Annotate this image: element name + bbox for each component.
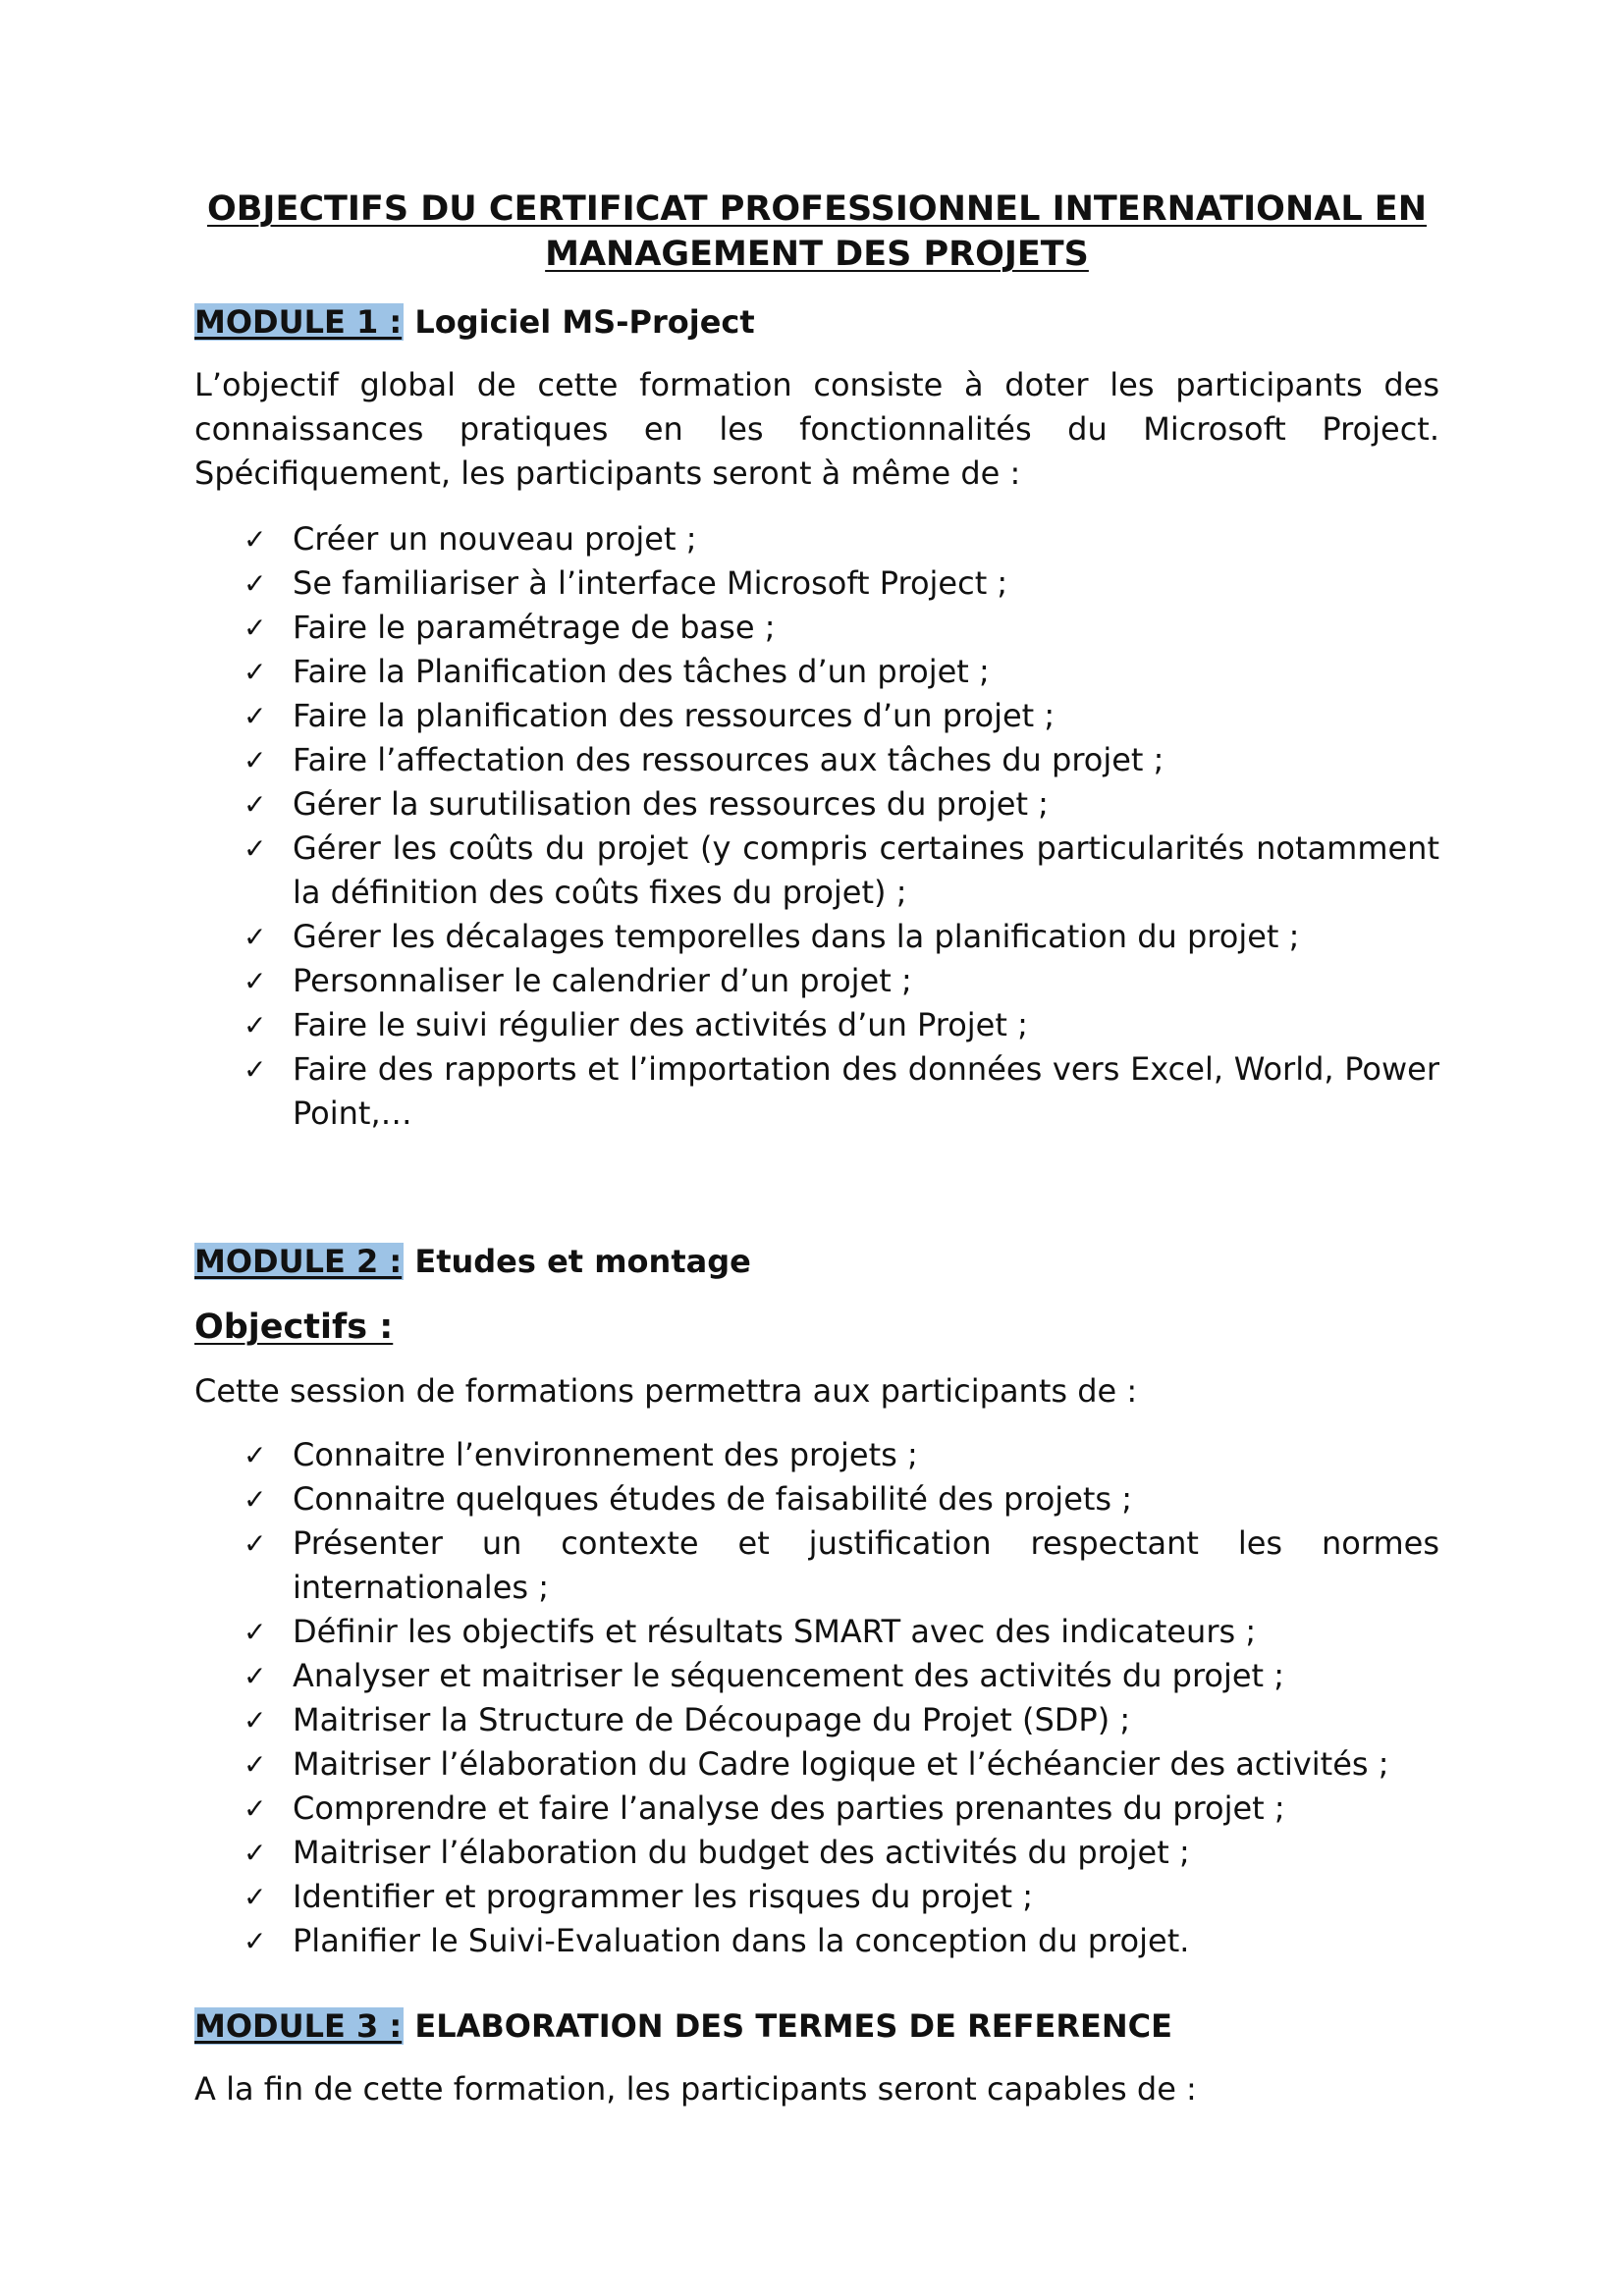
module-3-intro: A la fin de cette formation, les participants seront capables de : (194, 2070, 1197, 2108)
module-1-section (194, 300, 1439, 1136)
list-item: ✓ Créer un nouveau projet ; (194, 517, 1439, 561)
document-page (194, 187, 1439, 2111)
check-icon: ✓ (244, 1748, 267, 1781)
check-icon: ✓ (244, 744, 267, 776)
check-icon: ✓ (244, 1616, 267, 1648)
check-icon: ✓ (244, 1925, 267, 1957)
objectifs-heading: Objectifs : (194, 1308, 394, 1347)
list-item: ✓ Gérer la surutilisation des ressources du projet ; (194, 782, 1439, 827)
check-icon: ✓ (244, 1009, 267, 1041)
module-1-name: Logiciel MS-Project (414, 303, 755, 341)
module-1-heading (194, 300, 1439, 344)
list-item: ✓ Planifier le Suivi-Evaluation dans la conception du projet. (194, 1919, 1439, 1963)
check-icon: ✓ (244, 1439, 267, 1471)
list-item: ✓ Définir les objectifs et résultats SMART avec des indicateurs ; (194, 1610, 1439, 1654)
module-3-name: ELABORATION DES TERMES DE REFERENCE (414, 2007, 1172, 2045)
check-icon: ✓ (244, 1660, 267, 1692)
list-item: ✓ Faire le suivi régulier des activités d’un Projet ; (194, 1003, 1439, 1047)
module-3-section (194, 2004, 1439, 2111)
check-icon: ✓ (244, 1053, 267, 1086)
module-3-tag: MODULE 3 : (194, 2007, 403, 2045)
module-2-intro: Cette session de formations permettra aux participants de : (194, 1372, 1138, 1410)
module-2-section (194, 1240, 1439, 1963)
list-item: ✓ Comprendre et faire l’analyse des parties prenantes du projet ; (194, 1787, 1439, 1831)
module-2-tag: MODULE 2 : (194, 1243, 403, 1280)
module-1-intro: L’objectif global de cette formation consiste à doter les participants des connaissances pratiques en les fonctionnalités du Microsoft Project. Spécifiquement, les participants seront à même de : (194, 366, 1439, 492)
list-item: ✓ Faire l’affectation des ressources aux tâches du projet ; (194, 738, 1439, 782)
check-icon: ✓ (244, 1527, 267, 1560)
list-item: ✓ Faire la Planification des tâches d’un projet ; (194, 650, 1439, 694)
list-item: ✓ Maitriser la Structure de Découpage du Projet (SDP) ; (194, 1698, 1439, 1742)
list-item: ✓ Faire le paramétrage de base ; (194, 606, 1439, 650)
list-item: ✓ Maitriser l’élaboration du budget des activités du projet ; (194, 1831, 1439, 1875)
check-icon: ✓ (244, 965, 267, 997)
check-icon: ✓ (244, 788, 267, 821)
module-1-checklist (194, 517, 1439, 1136)
title-line-1: OBJECTIFS DU CERTIFICAT PROFESSIONNEL INTERNATIONAL EN (206, 189, 1428, 229)
list-item: ✓ Identifier et programmer les risques du projet ; (194, 1875, 1439, 1919)
title-line-2: MANAGEMENT DES PROJETS (545, 235, 1089, 274)
list-item: ✓ Gérer les coûts du projet (y compris certaines particularités notamment la définition des coûts fixes du projet) ; (194, 827, 1439, 915)
check-icon: ✓ (244, 1837, 267, 1869)
check-icon: ✓ (244, 567, 267, 600)
list-item: ✓ Personnaliser le calendrier d’un projet ; (194, 959, 1439, 1003)
check-icon: ✓ (244, 612, 267, 644)
list-item: ✓ Analyser et maitriser le séquencement des activités du projet ; (194, 1654, 1439, 1698)
list-item: ✓ Faire la planification des ressources d’un projet ; (194, 694, 1439, 738)
check-icon: ✓ (244, 523, 267, 556)
check-icon: ✓ (244, 656, 267, 688)
list-item: ✓ Connaitre l’environnement des projets ; (194, 1433, 1439, 1477)
list-item: ✓ Présenter un contexte et justification respectant les normes internationales ; (194, 1522, 1439, 1610)
list-item: ✓ Maitriser l’élaboration du Cadre logique et l’échéancier des activités ; (194, 1742, 1439, 1787)
check-icon: ✓ (244, 1792, 267, 1825)
list-item: ✓ Faire des rapports et l’importation des données vers Excel, World, Power Point,… (194, 1047, 1439, 1136)
module-2-name: Etudes et montage (414, 1243, 751, 1280)
module-3-heading (194, 2004, 1439, 2048)
check-icon: ✓ (244, 700, 267, 732)
list-item: ✓ Gérer les décalages temporelles dans la planification du projet ; (194, 915, 1439, 959)
module-1-tag: MODULE 1 : (194, 303, 403, 341)
check-icon: ✓ (244, 1483, 267, 1516)
module-2-heading (194, 1240, 1439, 1283)
module-2-checklist (194, 1433, 1439, 1963)
check-icon: ✓ (244, 1881, 267, 1913)
check-icon: ✓ (244, 1704, 267, 1736)
list-item: ✓ Connaitre quelques études de faisabilité des projets ; (194, 1477, 1439, 1522)
check-icon: ✓ (244, 921, 267, 953)
list-item: ✓ Se familiariser à l’interface Microsoft Project ; (194, 561, 1439, 606)
page-title (194, 187, 1439, 277)
check-icon: ✓ (244, 832, 267, 865)
